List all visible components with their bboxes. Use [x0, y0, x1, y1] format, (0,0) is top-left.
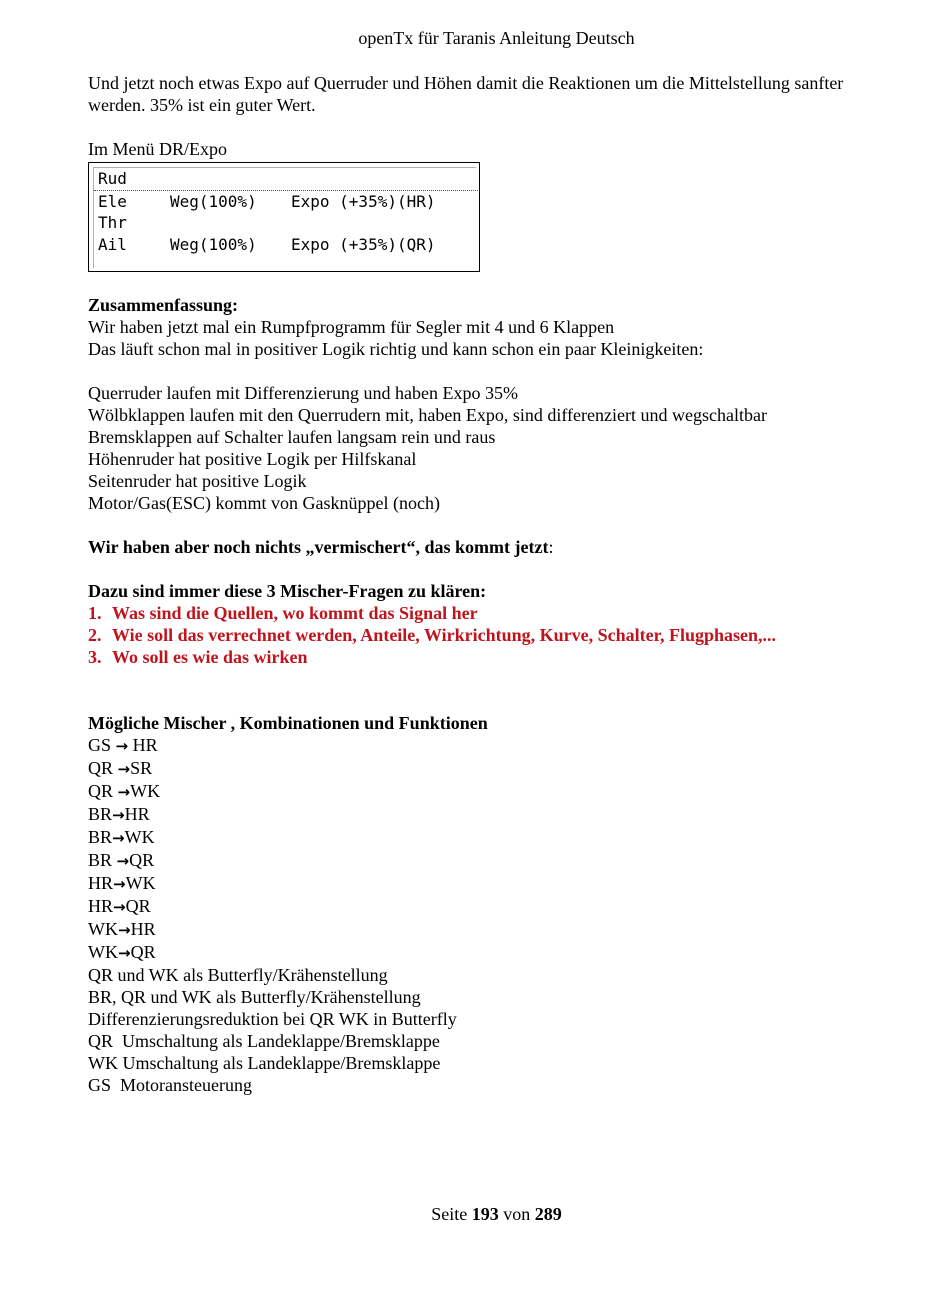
summary-item: Querruder laufen mit Differenzierung und haben Expo 35% [88, 383, 519, 403]
mixer-source: GS [88, 735, 116, 755]
dr-expo-screenshot [88, 162, 480, 272]
arrow-right-icon: → [115, 737, 129, 755]
mixer-arrow-item [88, 895, 918, 918]
page-content [88, 72, 918, 1096]
mixer-target: QR [129, 850, 155, 870]
question-number: 1. [88, 603, 102, 623]
mixer-source: HR [88, 896, 114, 916]
mixer-arrow-item [88, 734, 918, 757]
question-item [88, 646, 918, 668]
page-header: openTx für Taranis Anleitung Deutsch [358, 28, 635, 48]
combination-item: BR, QR und WK als Butterfly/Krähenstellung [88, 987, 421, 1007]
question-number: 3. [88, 647, 102, 667]
expo-row-expo: Expo (+35%)(HR) [291, 191, 436, 211]
arrow-right-icon: → [116, 852, 130, 870]
expo-row-name: Ail [98, 234, 127, 254]
question-item [88, 624, 918, 646]
expo-row [94, 234, 476, 256]
expo-row-name: Ele [98, 191, 127, 211]
arrow-right-icon: → [117, 783, 131, 801]
summary-line-1: Wir haben jetzt mal ein Rumpfprogramm für Segler mit 4 und 6 Klappen [88, 317, 615, 337]
mixer-arrow-item [88, 941, 918, 964]
summary-item: Wölbklappen laufen mit den Querrudern mit, haben Expo, sind differenziert und wegschaltbar [88, 405, 767, 425]
mixer-source: BR [88, 804, 113, 824]
question-text: Wie soll das verrechnet werden, Anteile, Wirkrichtung, Kurve, Schalter, Flugphasen,... [112, 625, 777, 645]
mixer-arrow-item [88, 872, 918, 895]
mixer-source: WK [88, 942, 118, 962]
mixer-target: HR [130, 919, 156, 939]
footer-prefix: Seite [431, 1204, 472, 1224]
intro-line-2: werden. 35% ist ein guter Wert. [88, 95, 316, 115]
mixer-target: QR [130, 942, 156, 962]
expo-row-expo: Expo (+35%)(QR) [291, 234, 436, 254]
mix-note-colon: : [548, 537, 554, 557]
arrow-right-icon: → [113, 898, 126, 916]
questions-heading: Dazu sind immer diese 3 Mischer-Fragen zu klären: [88, 581, 487, 601]
footer-middle: von [498, 1204, 535, 1224]
mixer-source: QR [88, 758, 118, 778]
question-text: Wo soll es wie das wirken [112, 647, 308, 667]
mixer-target: HR [124, 804, 150, 824]
mixer-source: BR [88, 827, 113, 847]
summary-item: Höhenruder hat positive Logik per Hilfskanal [88, 449, 417, 469]
mix-note-text: Wir haben aber noch nichts „vermischert“, das kommt jetzt [88, 537, 549, 557]
expo-screen-list [93, 167, 476, 268]
page-number: 193 [471, 1204, 499, 1224]
arrow-right-icon: → [118, 944, 131, 962]
expo-row-name: Thr [98, 213, 127, 232]
page-total: 289 [534, 1204, 562, 1224]
mixer-target: QR [125, 896, 151, 916]
combination-item: GS Motoransteuerung [88, 1075, 252, 1095]
summary-heading: Zusammenfassung: [88, 295, 239, 315]
summary-line-2: Das läuft schon mal in positiver Logik richtig und kann schon ein paar Kleinigkeiten: [88, 339, 704, 359]
expo-row-weight: Weg(100%) [170, 234, 257, 254]
arrow-right-icon: → [112, 829, 125, 847]
summary-item: Motor/Gas(ESC) kommt von Gasknüppel (noch) [88, 493, 440, 513]
question-text: Was sind die Quellen, wo kommt das Signal her [112, 603, 478, 623]
mixer-target: WK [130, 781, 161, 801]
combination-item: QR und WK als Butterfly/Krähenstellung [88, 965, 388, 985]
summary-item: Seitenruder hat positive Logik [88, 471, 307, 491]
mixer-arrow-item [88, 826, 918, 849]
question-number: 2. [88, 625, 102, 645]
mixer-arrow-item [88, 757, 918, 780]
expo-row-name: Rud [98, 169, 127, 188]
mixer-arrow-item [88, 918, 918, 941]
mixer-target: WK [124, 827, 155, 847]
mixer-target: HR [128, 735, 158, 755]
arrow-right-icon: → [112, 806, 125, 824]
mixer-source: BR [88, 850, 117, 870]
expo-row-weight [170, 168, 291, 190]
page-footer [0, 1203, 950, 1225]
mixer-source: QR [88, 781, 118, 801]
menu-label: Im Menü DR/Expo [88, 139, 227, 159]
combination-item: WK Umschaltung als Landeklappe/Bremsklappe [88, 1053, 441, 1073]
mixer-target: WK [125, 873, 156, 893]
expo-row [94, 212, 476, 234]
expo-row-weight: Weg(100%) [170, 191, 257, 211]
mixer-target: SR [130, 758, 153, 778]
intro-line-1: Und jetzt noch etwas Expo auf Querruder und Höhen damit die Reaktionen um die Mittelstellung sanfter [88, 73, 844, 93]
expo-row [94, 168, 478, 191]
arrow-right-icon: → [118, 921, 131, 939]
expo-row [94, 191, 476, 213]
mixer-arrow-item [88, 803, 918, 826]
mixer-source: WK [88, 919, 118, 939]
question-item [88, 602, 918, 624]
mixer-source: HR [88, 873, 114, 893]
summary-item: Bremsklappen auf Schalter laufen langsam rein und raus [88, 427, 496, 447]
combination-item: QR Umschaltung als Landeklappe/Bremsklappe [88, 1031, 440, 1051]
arrow-right-icon: → [117, 760, 131, 778]
arrow-right-icon: → [113, 875, 126, 893]
mix-note [88, 536, 918, 558]
expo-row-weight [170, 212, 291, 234]
mixer-arrow-list [88, 734, 918, 964]
combinations-heading: Mögliche Mischer , Kombinationen und Funktionen [88, 713, 488, 733]
mixer-arrow-item [88, 849, 918, 872]
mixer-arrow-item [88, 780, 918, 803]
combination-item: Differenzierungsreduktion bei QR WK in Butterfly [88, 1009, 457, 1029]
